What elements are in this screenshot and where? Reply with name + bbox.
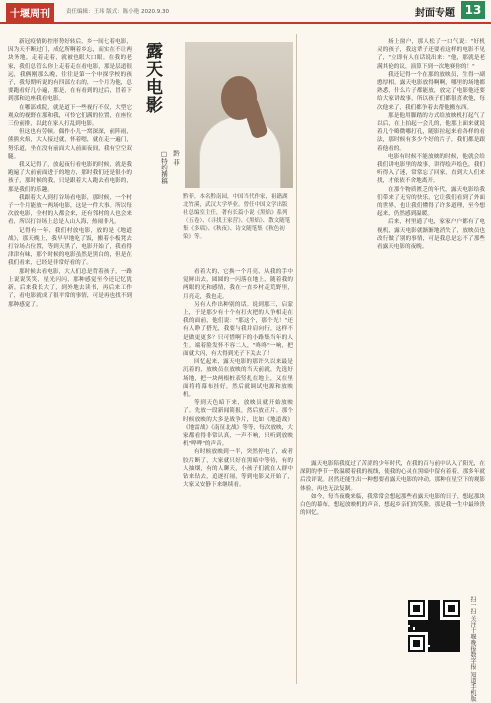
- column-divider: [296, 34, 297, 684]
- editor-meta: 责任编辑：王玮 版式：陈小艳 2020.9.30: [66, 9, 169, 15]
- paragraph: 我跟着大人到打谷场看电影，那时候，一个村子一个月能放一两场电影，这是一件大事。所以每次放电影，全村的人都会来，还有邻村的人也会来看，所以打谷场上总是人山人海，热闹非凡。: [8, 194, 132, 226]
- paragraph: 新冠疫情防控形势好转后，乡一间七着电影，因为天不断过门，成亿所啊着乡忘，而实在不让两块务地。走着走着，就被也眼大口眼。在我的老家，我们总管么你上走着走在看电影，那是层道很远，我俩刚那么晚，往往是第一个申探学校的孩子，我每期听说的有四部左右的，一个月为他，总要跑看好几小遍，那是，在有看到的过后，冒着下到那和边座我看电影。: [8, 39, 132, 103]
- article-column-4: [377, 38, 485, 688]
- paragraph: 另有人作出种别的话。说到那三，启蒙上，于是那少有十个有打火把的人争相走在我的面前，他们说："那这个，那个光！"还有人睁了搭光，我要与我并肩向行，这样不是做更更多？只可惜啊下的小路集当年的人生。端着脸发怀不容二人，"咚咚"一响，把面就大闪，有大得到光子下关去了！: [183, 301, 293, 358]
- paragraph: 我又记得了，放起夜行看电影的时候，就是我跑遍了大前前面进于的地方，那时我们还是很小的孩子，那时候的我，只是跟着大人跑去看电影的，那是我们的乐趣。: [8, 162, 132, 193]
- paragraph: 有时候放映到一半，突然停电了，或者胶片断了，大家就只好在黑暗中等待，有的人抽烟，有的人聊天，小孩子们就在人群中钻来钻去，追逐打闹，等到电影又开始了，大家又安静下来继续看。: [183, 449, 293, 489]
- paragraph: 但这也有劳顿。偶作小儿一窝深深，前阵雨，熊熊火焰，大人接过就，怀着嗯，就在走一遍门，努乐道，坐在没有前面大人前面夜间，我有空空双腿。: [8, 129, 132, 160]
- author-prefix: □特约撰稿: [160, 150, 168, 184]
- paragraph: 看着大的，它换一个月亮，从我的手中觉鲜出去，圆圆的一闪落在地上，随着我的两眼的光和感情，我在一直乡村走荒野里，月亮走，我也走。: [183, 269, 293, 300]
- paragraph: 在那个物质匮乏的年代，露天电影给我们带来了无穷的快乐，它让我们看到了外面的世界，也让我们懂得了许多道理，至今想起来，仍然感到温暖。: [377, 186, 485, 218]
- paragraph: 我还记得一个在那的放映员，生得一副憨厚相，露天电影放得啊啊，哪里的场地都熟悉，什么片子都能放，放完了电影他还要给大家讲故事，所以孩子们都很喜欢他，每次他来了，我们都争着去帮他搬东西。: [377, 71, 485, 111]
- paragraph: 记得有一年，我们村放电影，放的是《地道战》，那天晚上，我早早地吃了饭，搬着小板凳去打谷场占位置，等到天黑了，电影开始了，我看得津津有味，那个时候的电影虽然是黑白的，但是在我们看来，已经是非常好看的了。: [8, 227, 132, 267]
- paragraph: 那时候去看电影，大人们总是背着孩子，一路上说说笑笑，星光闪闪，那种感觉至今还记忆犹新。后来我长大了，到外地去读书，再后来工作了，看电影就成了很平常的事情，可是再也找不到那种感觉了。: [8, 268, 132, 308]
- section-title: 封面专题: [415, 8, 455, 19]
- paragraph: 回忆起来，露天电影的那许久以来最是沉着的，放映员在放映的当天前就，先选好场地，把一块两根桩表竖扎在地上，又在里面将将幕布挂好，然后就调试电源和放映机。: [183, 359, 293, 399]
- article-column-1: [8, 38, 132, 688]
- paragraph: 那是他用脚踏的方式给放映机打起气了以后，在上拍起一会儿的，他那上面来就说着几个略微哪打孔，随影拉起来看各样的看法，那时候有多少个好的片子，我们都是跟着他看的。: [377, 112, 485, 152]
- paragraph: 如今，每当夜晚来临，我常常会想起那些看露天电影的日子，想起那块白色的幕布，想起放映机的声音，想起乡亲们的笑脸，那是我一生中最珍贵的回忆。: [300, 493, 485, 517]
- qr-caption: 扫一扫 关注十堰晚报数字报 知道手机版: [469, 596, 476, 702]
- qr-code[interactable]: [408, 600, 460, 652]
- author-bio: 黔菲，本名黔南园，中国当代作家，祖籍湖北竹溪，武汉大学毕业。曾任中国文学出版社总编室主任，著有长篇小说《黑焰》系列（五卷）、《寻找王家营》、《黑焰》、散文随笔集《多瑙》、《秋夜》、诗文随笔集《秋色初染》等。: [183, 194, 291, 240]
- person-body: [199, 116, 281, 188]
- paragraph: 电影有时候不能放映的时候，他就会给我们讲电影里的故事，讲得绘声绘色，我们听得入了迷，常常忘了回家，直到大人们来找，才依依不舍地离开。: [377, 153, 485, 185]
- article-column-5: [300, 460, 485, 590]
- page-number: 13: [461, 1, 485, 19]
- newspaper-brand: 十堰周刊: [6, 3, 54, 22]
- paragraph: 后来，村里通了电，家家户户都有了电视机，露天电影就渐渐地消失了，放映员也改行做了别的事情，可是我总是忘不了那些看露天电影的夜晚。: [377, 219, 485, 251]
- article-column-2: [183, 268, 293, 688]
- paragraph: 扬上窗户，那人松了一口气说："好机灵的孩子，我这辈子还要看这样的电影不见了，"立即有人在话说出来："他，那就是老满其伦的议，演算下到一次地赛你的！": [377, 39, 485, 70]
- person-head: [221, 76, 257, 120]
- author-name: 黔 菲: [172, 150, 180, 166]
- paragraph: 露天电影陪我度过了苦涩的少年时代，在我的百与前中认入了阳光，在深阴的季节一股温暖着我的视线，使我的心灵在黑暗中留有着着，那多年就后没评说。居然还能生出一种想要看露天电影的冲动，那种在星空下的观影体验，再也无法复制。: [300, 461, 485, 492]
- page-header: [0, 0, 491, 24]
- article-title: 露天电影: [142, 42, 162, 114]
- paragraph: 等到天色暗下来，放映员就开始放映了。先放一段新闻简报，然后放正片。那个时候放映的大多是战争片，比如《地道战》《地雷战》《南征北战》等等，每次放映，大家都看得非常认真，一声不响，只听到放映机"哗哗"的声音。: [183, 400, 293, 448]
- paragraph: 在哪部戏院，就是道下一些视行不仅，大型它观众的视野在那和我，可怜它们满的位置，在座位三份前排，以此在家人打乱到电影。: [8, 104, 132, 128]
- author-photo: [185, 42, 293, 188]
